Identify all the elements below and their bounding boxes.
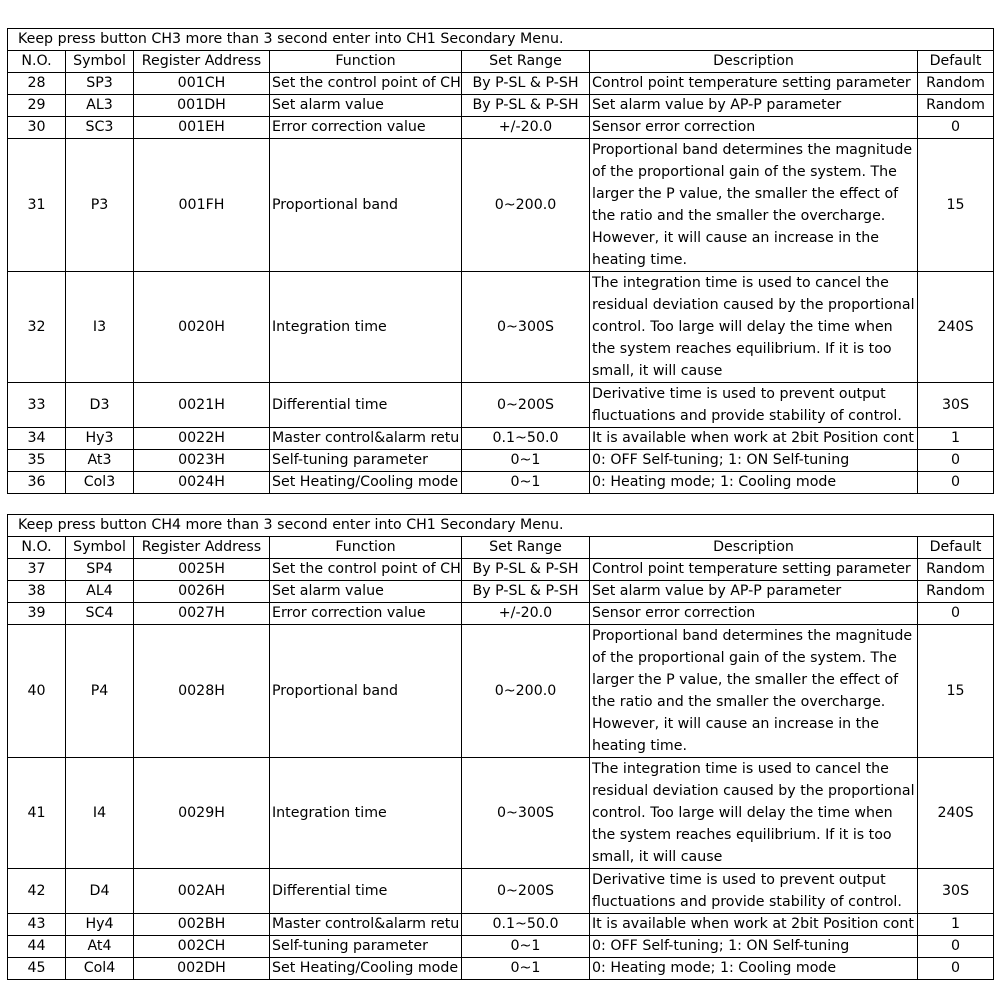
cell-no[interactable]: 36	[8, 472, 66, 494]
table-row	[8, 383, 994, 428]
table-row	[8, 559, 994, 581]
cell-default[interactable]: 0	[918, 117, 994, 139]
table-row	[8, 869, 994, 914]
cell-default[interactable]: 240S	[918, 272, 994, 383]
table-row	[8, 73, 994, 95]
cell-address[interactable]: 0029H	[134, 758, 270, 869]
cell-description[interactable]	[590, 139, 918, 272]
cell-symbol[interactable]: At4	[66, 936, 134, 958]
cell-default[interactable]: 1	[918, 914, 994, 936]
table-row	[8, 450, 994, 472]
table-body	[8, 29, 994, 980]
cell-no[interactable]: 29	[8, 95, 66, 117]
cell-address[interactable]: 001DH	[134, 95, 270, 117]
cell-function[interactable]: Set alarm value	[270, 581, 462, 603]
cell-symbol[interactable]: SP3	[66, 73, 134, 95]
column-header[interactable]: Set Range	[462, 537, 590, 559]
cell-range[interactable]: +/-20.0	[462, 603, 590, 625]
section-title[interactable]: Keep press button CH3 more than 3 second enter into CH1 Secondary Menu.	[8, 29, 994, 51]
cell-symbol[interactable]: SP4	[66, 559, 134, 581]
cell-default[interactable]: Random	[918, 581, 994, 603]
cell-default[interactable]: 240S	[918, 758, 994, 869]
cell-no[interactable]: 40	[8, 625, 66, 758]
section-title-row	[8, 29, 994, 51]
parameter-table	[7, 28, 994, 980]
cell-default[interactable]: Random	[918, 73, 994, 95]
cell-function[interactable]: Master control&alarm retu	[270, 914, 462, 936]
cell-range[interactable]: 0.1~50.0	[462, 428, 590, 450]
cell-description[interactable]: It is available when work at 2bit Position cont	[590, 914, 918, 936]
cell-range[interactable]: 0~1	[462, 472, 590, 494]
cell-address[interactable]: 002AH	[134, 869, 270, 914]
cell-no[interactable]: 30	[8, 117, 66, 139]
section-title[interactable]: Keep press button CH4 more than 3 second enter into CH1 Secondary Menu.	[8, 515, 994, 537]
cell-address[interactable]: 0020H	[134, 272, 270, 383]
column-header[interactable]: Symbol	[66, 537, 134, 559]
cell-description[interactable]: 0: Heating mode; 1: Cooling mode	[590, 958, 918, 980]
cell-symbol[interactable]: Col3	[66, 472, 134, 494]
cell-no[interactable]: 33	[8, 383, 66, 428]
cell-default[interactable]: 15	[918, 139, 994, 272]
cell-address[interactable]: 001FH	[134, 139, 270, 272]
cell-function[interactable]: Error correction value	[270, 117, 462, 139]
cell-function[interactable]: Integration time	[270, 272, 462, 383]
cell-function[interactable]: Set the control point of CH	[270, 73, 462, 95]
cell-range[interactable]: 0~200S	[462, 869, 590, 914]
cell-function[interactable]: Differential time	[270, 383, 462, 428]
cell-address[interactable]: 0025H	[134, 559, 270, 581]
cell-description[interactable]: Control point temperature setting parameter	[590, 73, 918, 95]
cell-description-text: Proportional band determines the magnitude of the proportional gain of the system. The larger the P value, the smaller the effect of the ratio and the smaller the overcharge. However, it will cause an increase in the heating time.	[592, 628, 913, 754]
cell-no[interactable]: 38	[8, 581, 66, 603]
cell-address[interactable]: 0024H	[134, 472, 270, 494]
cell-description[interactable]	[590, 869, 918, 914]
cell-function[interactable]: Master control&alarm retu	[270, 428, 462, 450]
cell-no[interactable]: 39	[8, 603, 66, 625]
cell-symbol[interactable]: Col4	[66, 958, 134, 980]
cell-range[interactable]: 0~200S	[462, 383, 590, 428]
table-row	[8, 914, 994, 936]
cell-no[interactable]: 41	[8, 758, 66, 869]
cell-default[interactable]: 0	[918, 603, 994, 625]
cell-description[interactable]	[590, 272, 918, 383]
cell-address[interactable]: 0028H	[134, 625, 270, 758]
column-header[interactable]: Symbol	[66, 51, 134, 73]
column-header[interactable]: Default	[918, 51, 994, 73]
cell-symbol[interactable]: SC3	[66, 117, 134, 139]
cell-address[interactable]: 0027H	[134, 603, 270, 625]
column-header[interactable]: N.O.	[8, 51, 66, 73]
cell-default[interactable]: Random	[918, 95, 994, 117]
cell-symbol[interactable]: SC4	[66, 603, 134, 625]
cell-no[interactable]: 31	[8, 139, 66, 272]
cell-address[interactable]: 0021H	[134, 383, 270, 428]
cell-range[interactable]: 0~200.0	[462, 139, 590, 272]
cell-description[interactable]	[590, 625, 918, 758]
cell-address[interactable]: 0022H	[134, 428, 270, 450]
cell-range[interactable]: +/-20.0	[462, 117, 590, 139]
cell-description-text: The integration time is used to cancel the residual deviation caused by the proportional control. Too large will delay the time when the system reaches equilibrium. If it is too small, it will cause	[592, 275, 915, 379]
cell-address[interactable]: 001CH	[134, 73, 270, 95]
cell-no[interactable]: 44	[8, 936, 66, 958]
cell-symbol[interactable]: Hy4	[66, 914, 134, 936]
cell-function[interactable]: Error correction value	[270, 603, 462, 625]
cell-symbol[interactable]: P4	[66, 625, 134, 758]
table-row	[8, 603, 994, 625]
cell-symbol[interactable]: AL4	[66, 581, 134, 603]
cell-default[interactable]: 0	[918, 936, 994, 958]
cell-symbol[interactable]: AL3	[66, 95, 134, 117]
table-row	[8, 581, 994, 603]
cell-no[interactable]: 43	[8, 914, 66, 936]
cell-no[interactable]: 42	[8, 869, 66, 914]
cell-function[interactable]: Proportional band	[270, 625, 462, 758]
cell-function[interactable]: Set Heating/Cooling mode	[270, 472, 462, 494]
column-header[interactable]: Function	[270, 51, 462, 73]
cell-address[interactable]: 002CH	[134, 936, 270, 958]
header-row	[8, 537, 994, 559]
cell-description[interactable]: Control point temperature setting parameter	[590, 559, 918, 581]
cell-range[interactable]: 0~200.0	[462, 625, 590, 758]
cell-range[interactable]: By P-SL & P-SH	[462, 559, 590, 581]
cell-address[interactable]: 0023H	[134, 450, 270, 472]
cell-no[interactable]: 28	[8, 73, 66, 95]
cell-symbol[interactable]: I3	[66, 272, 134, 383]
cell-address[interactable]: 002DH	[134, 958, 270, 980]
section-spacer	[8, 494, 994, 515]
cell-function[interactable]: Proportional band	[270, 139, 462, 272]
cell-range[interactable]: By P-SL & P-SH	[462, 581, 590, 603]
column-header[interactable]: Default	[918, 537, 994, 559]
column-header[interactable]: Register Address	[134, 537, 270, 559]
cell-description[interactable]: 0: OFF Self-tuning; 1: ON Self-tuning	[590, 450, 918, 472]
column-header[interactable]: Register Address	[134, 51, 270, 73]
cell-range[interactable]: 0~1	[462, 958, 590, 980]
cell-description-text: Derivative time is used to prevent output fluctuations and provide stability of control.	[592, 386, 902, 424]
cell-default[interactable]: Random	[918, 559, 994, 581]
cell-default[interactable]: 30S	[918, 383, 994, 428]
cell-function[interactable]: Integration time	[270, 758, 462, 869]
table-row	[8, 95, 994, 117]
cell-no[interactable]: 32	[8, 272, 66, 383]
table-row	[8, 625, 994, 758]
cell-description[interactable]: Set alarm value by AP-P parameter	[590, 581, 918, 603]
cell-address[interactable]: 001EH	[134, 117, 270, 139]
cell-default[interactable]: 15	[918, 625, 994, 758]
cell-description-text: Proportional band determines the magnitude of the proportional gain of the system. The larger the P value, the smaller the effect of the ratio and the smaller the overcharge. However, it will cause an increase in the heating time.	[592, 142, 913, 268]
spacer-cell	[8, 494, 994, 515]
cell-range[interactable]: 0~1	[462, 450, 590, 472]
cell-description[interactable]: Sensor error correction	[590, 117, 918, 139]
cell-no[interactable]: 45	[8, 958, 66, 980]
cell-description[interactable]	[590, 383, 918, 428]
cell-default[interactable]: 0	[918, 450, 994, 472]
cell-no[interactable]: 35	[8, 450, 66, 472]
cell-range[interactable]: 0~1	[462, 936, 590, 958]
cell-description-text: The integration time is used to cancel the residual deviation caused by the proportional control. Too large will delay the time when the system reaches equilibrium. If it is too small, it will cause	[592, 761, 915, 865]
table-row	[8, 758, 994, 869]
cell-no[interactable]: 37	[8, 559, 66, 581]
cell-default[interactable]: 1	[918, 428, 994, 450]
cell-range[interactable]: 0.1~50.0	[462, 914, 590, 936]
cell-range[interactable]: By P-SL & P-SH	[462, 95, 590, 117]
cell-symbol[interactable]: P3	[66, 139, 134, 272]
spreadsheet	[7, 28, 993, 980]
cell-default[interactable]: 0	[918, 472, 994, 494]
cell-address[interactable]: 0026H	[134, 581, 270, 603]
cell-range[interactable]: By P-SL & P-SH	[462, 73, 590, 95]
column-header[interactable]: Description	[590, 537, 918, 559]
table-row	[8, 472, 994, 494]
header-row	[8, 51, 994, 73]
section-title-row	[8, 515, 994, 537]
cell-symbol[interactable]: I4	[66, 758, 134, 869]
cell-function[interactable]: Set alarm value	[270, 95, 462, 117]
cell-description[interactable]: 0: Heating mode; 1: Cooling mode	[590, 472, 918, 494]
cell-function[interactable]: Set Heating/Cooling mode	[270, 958, 462, 980]
cell-symbol[interactable]: D4	[66, 869, 134, 914]
column-header[interactable]: Description	[590, 51, 918, 73]
cell-range[interactable]: 0~300S	[462, 758, 590, 869]
column-header[interactable]: Set Range	[462, 51, 590, 73]
cell-description[interactable]: Set alarm value by AP-P parameter	[590, 95, 918, 117]
cell-function[interactable]: Self-tuning parameter	[270, 450, 462, 472]
cell-default[interactable]: 30S	[918, 869, 994, 914]
column-header[interactable]: Function	[270, 537, 462, 559]
table-row	[8, 958, 994, 980]
cell-range[interactable]: 0~300S	[462, 272, 590, 383]
cell-function[interactable]: Differential time	[270, 869, 462, 914]
column-header[interactable]: N.O.	[8, 537, 66, 559]
table-row	[8, 139, 994, 272]
cell-description[interactable]	[590, 758, 918, 869]
cell-function[interactable]: Set the control point of CH	[270, 559, 462, 581]
table-row	[8, 272, 994, 383]
cell-symbol[interactable]: Hy3	[66, 428, 134, 450]
cell-description[interactable]: It is available when work at 2bit Position cont	[590, 428, 918, 450]
cell-symbol[interactable]: D3	[66, 383, 134, 428]
table-row	[8, 117, 994, 139]
cell-function[interactable]: Self-tuning parameter	[270, 936, 462, 958]
cell-no[interactable]: 34	[8, 428, 66, 450]
cell-default[interactable]: 0	[918, 958, 994, 980]
cell-description[interactable]: Sensor error correction	[590, 603, 918, 625]
table-row	[8, 936, 994, 958]
cell-address[interactable]: 002BH	[134, 914, 270, 936]
table-row	[8, 428, 994, 450]
cell-description-text: Derivative time is used to prevent output fluctuations and provide stability of control.	[592, 872, 902, 910]
cell-symbol[interactable]: At3	[66, 450, 134, 472]
cell-description[interactable]: 0: OFF Self-tuning; 1: ON Self-tuning	[590, 936, 918, 958]
